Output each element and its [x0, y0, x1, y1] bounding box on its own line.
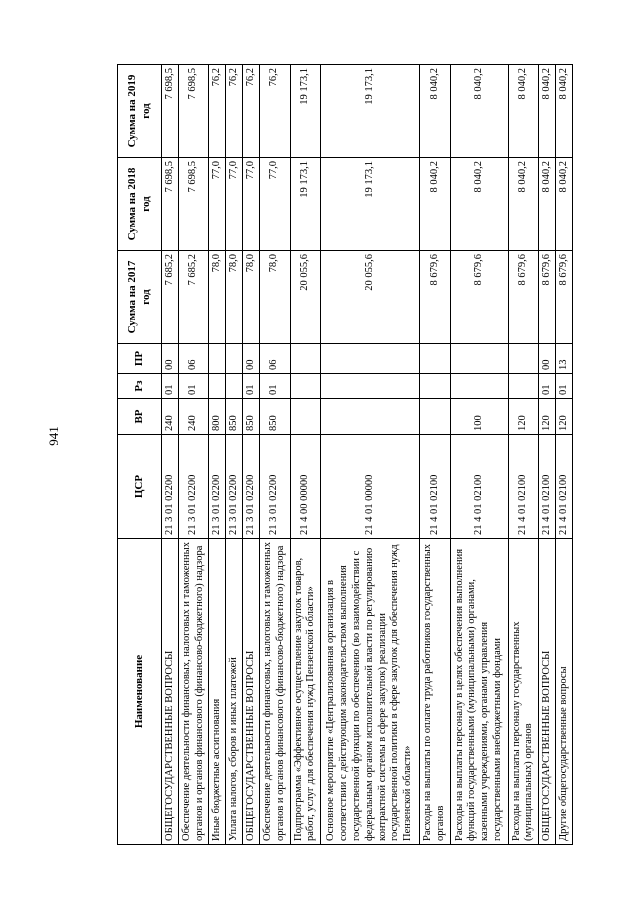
table-row	[290, 65, 321, 845]
cell-sum-2019: 7 698,5	[162, 65, 179, 158]
cell-sum-2018: 8 040,2	[539, 158, 556, 251]
cell-rz: 01	[260, 374, 291, 399]
cell-vr: 120	[508, 399, 539, 435]
cell-vr: 240	[178, 399, 209, 435]
budget-table	[117, 64, 573, 845]
cell-pr	[420, 344, 451, 374]
cell-vr	[420, 399, 451, 435]
cell-rz	[209, 374, 226, 399]
cell-rz	[290, 374, 321, 399]
cell-vr: 120	[539, 399, 556, 435]
table-row	[508, 65, 539, 845]
cell-name: Расходы на выплаты по оплате труда работников государственных органов	[420, 539, 451, 845]
cell-vr: 850	[260, 399, 291, 435]
cell-name: Основное мероприятие «Централизованная организация в соответствии с действующим законодательством выполнения государственной функции по обеспечению (во взаимодействии с федеральным органом исполнительной власти по регулированию контрактной системы в сфере закупок) реализации государственной политики в сфере закупок для обеспечения нужд Пензенской области»	[321, 539, 420, 845]
cell-rz: 01	[178, 374, 209, 399]
cell-sum-2017: 78,0	[260, 251, 291, 344]
cell-csr: 21 4 00 00000	[290, 435, 321, 539]
header-sum-2019: Сумма на 2019 год	[118, 65, 162, 158]
cell-sum-2017: 8 679,6	[556, 251, 573, 344]
cell-rz	[508, 374, 539, 399]
cell-vr	[290, 399, 321, 435]
cell-sum-2018: 8 040,2	[420, 158, 451, 251]
header-csr: ЦСР	[118, 435, 162, 539]
cell-sum-2017: 20 055,6	[290, 251, 321, 344]
cell-vr: 100	[450, 399, 508, 435]
cell-sum-2018: 77,0	[260, 158, 291, 251]
cell-name: Расходы на выплаты персоналу государственных (муниципальных) органов	[508, 539, 539, 845]
cell-sum-2019: 8 040,2	[450, 65, 508, 158]
cell-vr: 240	[162, 399, 179, 435]
cell-rz: 01	[556, 374, 573, 399]
cell-name: Обеспечение деятельности финансовых, налоговых и таможенных органов и органов финансового (финансово-бюджетного) надзора	[178, 539, 209, 845]
cell-rz: 01	[539, 374, 556, 399]
cell-sum-2017: 8 679,6	[508, 251, 539, 344]
header-sum-2018: Сумма на 2018 год	[118, 158, 162, 251]
cell-csr: 21 4 01 02100	[450, 435, 508, 539]
cell-vr	[321, 399, 420, 435]
cell-pr: 06	[260, 344, 291, 374]
cell-sum-2018: 7 698,5	[178, 158, 209, 251]
cell-sum-2019: 76,2	[209, 65, 226, 158]
cell-csr: 21 4 01 00000	[321, 435, 420, 539]
table-row	[178, 65, 209, 845]
cell-sum-2018: 77,0	[243, 158, 260, 251]
cell-name: Иные бюджетные ассигнования	[209, 539, 226, 845]
cell-pr	[209, 344, 226, 374]
header-sum-2017: Сумма на 2017 год	[118, 251, 162, 344]
header-vr: ВР	[118, 399, 162, 435]
cell-sum-2019: 7 698,5	[178, 65, 209, 158]
cell-csr: 21 3 01 02200	[243, 435, 260, 539]
cell-csr: 21 3 01 02200	[209, 435, 226, 539]
cell-name: Обеспечение деятельности финансовых, налоговых и таможенных органов и органов финансового (финансово-бюджетного) надзора	[260, 539, 291, 845]
cell-sum-2017: 78,0	[226, 251, 243, 344]
cell-sum-2019: 8 040,2	[539, 65, 556, 158]
header-pr: ПР	[118, 344, 162, 374]
cell-csr: 21 4 01 02100	[508, 435, 539, 539]
cell-sum-2017: 8 679,6	[450, 251, 508, 344]
cell-csr: 21 3 01 02200	[226, 435, 243, 539]
cell-rz: 01	[162, 374, 179, 399]
cell-sum-2019: 76,2	[260, 65, 291, 158]
cell-sum-2018: 77,0	[226, 158, 243, 251]
cell-sum-2018: 8 040,2	[450, 158, 508, 251]
cell-sum-2019: 76,2	[243, 65, 260, 158]
cell-csr: 21 4 01 02100	[420, 435, 451, 539]
cell-sum-2017: 78,0	[243, 251, 260, 344]
cell-sum-2018: 77,0	[209, 158, 226, 251]
cell-csr: 21 4 01 02100	[556, 435, 573, 539]
table-row	[420, 65, 451, 845]
cell-sum-2019: 8 040,2	[508, 65, 539, 158]
cell-sum-2018: 8 040,2	[508, 158, 539, 251]
table-row	[162, 65, 179, 845]
cell-vr: 120	[556, 399, 573, 435]
cell-sum-2019: 19 173,1	[321, 65, 420, 158]
table-body	[162, 65, 573, 845]
cell-vr: 850	[226, 399, 243, 435]
cell-sum-2018: 19 173,1	[321, 158, 420, 251]
cell-pr	[450, 344, 508, 374]
cell-name: Расходы на выплаты персоналу в целях обеспечения выполнения функций государственными (муниципальными) органами, казенными учреждениями, органами управления государственными внебюджетными фондами	[450, 539, 508, 845]
cell-sum-2019: 76,2	[226, 65, 243, 158]
cell-pr	[226, 344, 243, 374]
table-row	[539, 65, 556, 845]
cell-rz	[226, 374, 243, 399]
cell-sum-2018: 7 698,5	[162, 158, 179, 251]
cell-sum-2018: 19 173,1	[290, 158, 321, 251]
cell-rz	[321, 374, 420, 399]
cell-pr	[508, 344, 539, 374]
cell-csr: 21 4 01 02100	[539, 435, 556, 539]
cell-csr: 21 3 01 02200	[260, 435, 291, 539]
table-row	[450, 65, 508, 845]
cell-name: ОБЩЕГОСУДАРСТВЕННЫЕ ВОПРОСЫ	[162, 539, 179, 845]
cell-sum-2017: 7 685,2	[162, 251, 179, 344]
header-row	[118, 65, 162, 845]
cell-pr: 00	[539, 344, 556, 374]
cell-pr: 00	[243, 344, 260, 374]
cell-pr: 06	[178, 344, 209, 374]
table-row	[321, 65, 420, 845]
cell-sum-2017: 20 055,6	[321, 251, 420, 344]
cell-sum-2017: 8 679,6	[420, 251, 451, 344]
cell-pr: 13	[556, 344, 573, 374]
cell-vr: 850	[243, 399, 260, 435]
cell-pr	[321, 344, 420, 374]
cell-rz: 01	[243, 374, 260, 399]
cell-pr	[290, 344, 321, 374]
cell-pr: 00	[162, 344, 179, 374]
cell-sum-2018: 8 040,2	[556, 158, 573, 251]
header-name: Наименование	[118, 539, 162, 845]
header-rz: Рз	[118, 374, 162, 399]
cell-name: ОБЩЕГОСУДАРСТВЕННЫЕ ВОПРОСЫ	[243, 539, 260, 845]
cell-name: Уплата налогов, сборов и иных платежей	[226, 539, 243, 845]
cell-rz	[450, 374, 508, 399]
table-row	[209, 65, 226, 845]
table-row	[260, 65, 291, 845]
cell-csr: 21 3 01 02200	[178, 435, 209, 539]
cell-vr: 800	[209, 399, 226, 435]
cell-csr: 21 3 01 02200	[162, 435, 179, 539]
cell-name: ОБЩЕГОСУДАРСТВЕННЫЕ ВОПРОСЫ	[539, 539, 556, 845]
cell-sum-2017: 7 685,2	[178, 251, 209, 344]
page-number: 941	[46, 426, 61, 446]
cell-sum-2019: 8 040,2	[420, 65, 451, 158]
table-row	[556, 65, 573, 845]
cell-sum-2019: 19 173,1	[290, 65, 321, 158]
table-row	[226, 65, 243, 845]
cell-name: Другие общегосударственные вопросы	[556, 539, 573, 845]
cell-name: Подпрограмма «Эффективное осуществление закупок товаров, работ, услуг для обеспечения нужд Пензенской области»	[290, 539, 321, 845]
table-row	[243, 65, 260, 845]
cell-sum-2017: 78,0	[209, 251, 226, 344]
cell-sum-2017: 8 679,6	[539, 251, 556, 344]
cell-sum-2019: 8 040,2	[556, 65, 573, 158]
rotated-table-wrapper	[117, 65, 573, 845]
cell-rz	[420, 374, 451, 399]
